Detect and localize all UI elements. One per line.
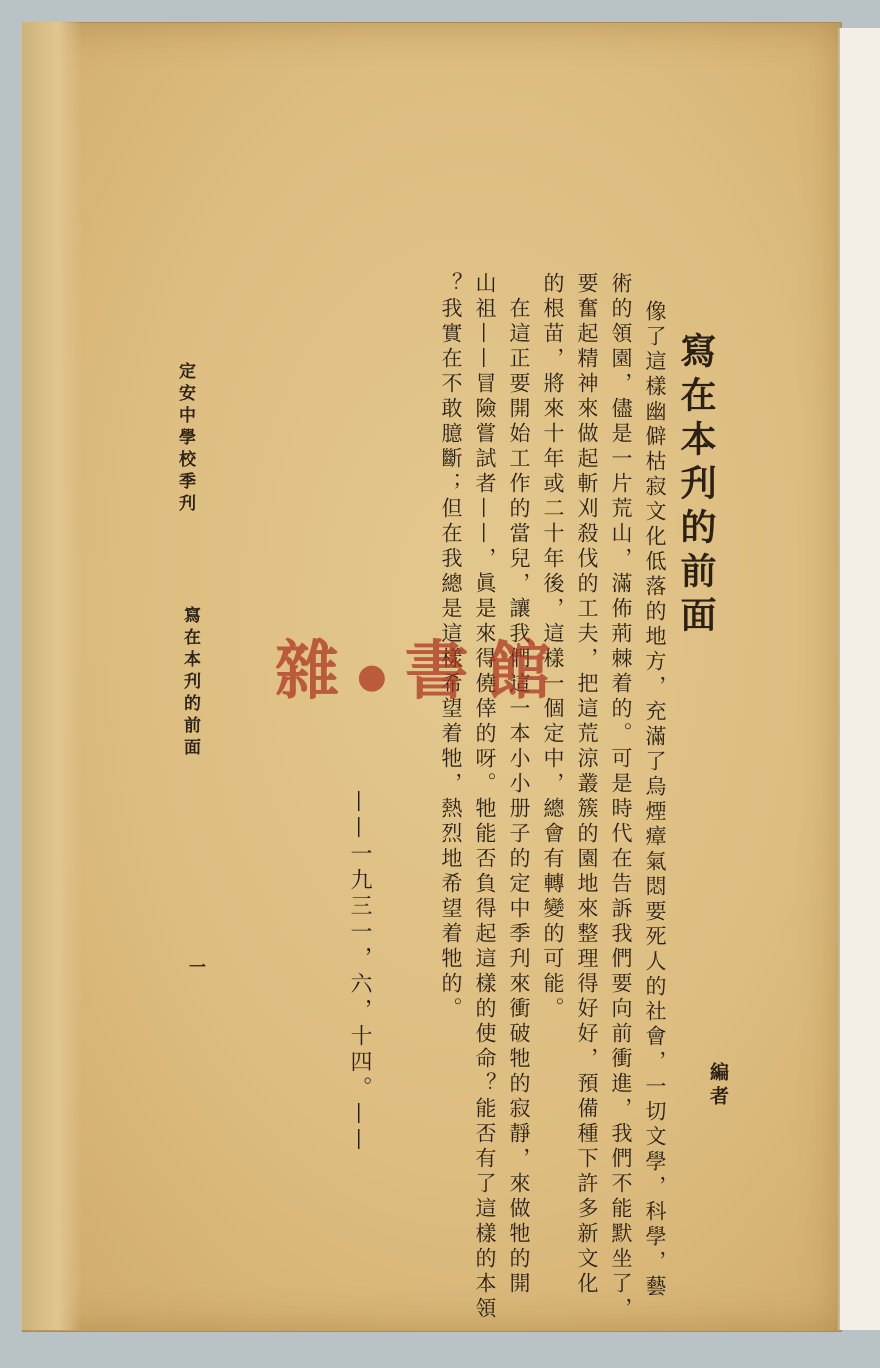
body-line-6: 山祖——冒險嘗試者——，眞是來得僥倖的呀。牠能否負得起這樣的使命？能否有了這樣的本領 <box>473 272 497 1322</box>
binding-edge <box>22 22 82 1330</box>
page-number: 一 <box>185 958 205 980</box>
running-header-left: 定安中學校季刋 <box>175 362 195 516</box>
body-line-7: ？我實在不敢臆斷；但在我總是這樣希望着牠，熱烈地希望着牠的。 <box>439 272 463 1022</box>
body-line-1: 像了這樣幽僻枯寂文化低落的地方，充滿了烏煙瘴氣悶要死人的社會，一切文學，科學，藝 <box>643 300 667 1300</box>
watermark-dot: ● <box>357 656 405 697</box>
body-line-5: 在這正要開始工作的當兒，讓我們這一本小小册子的定中季刋來衝破牠的寂靜，來做牠的開 <box>507 272 531 1297</box>
library-watermark <box>275 620 605 712</box>
author-credit: 編者 <box>707 1062 729 1110</box>
date-line: ——一九三一，六，十四。—— <box>347 790 372 1154</box>
body-line-2: 術的領園，儘是一片荒山，滿佈荊棘着的。可是時代在告訴我們要向前衝進，我們不能默坐了， <box>609 272 633 1322</box>
watermark-left: 雜 <box>275 634 357 709</box>
running-header-right: 寫在本刋的前面 <box>180 606 200 760</box>
body-line-3: 要奮起精神來做起斬刈殺伐的工夫，把這荒涼叢簇的園地來整理得好好，預備種下許多新文化 <box>575 272 599 1297</box>
body-line-4: 的根苗，將來十年或二十年後，這樣一個定中，總會有轉變的可能。 <box>541 272 565 1022</box>
watermark-right: 書館 <box>404 634 569 709</box>
next-page-edge <box>838 28 880 1330</box>
article-title: 寫在本刋的前面 <box>675 332 717 640</box>
